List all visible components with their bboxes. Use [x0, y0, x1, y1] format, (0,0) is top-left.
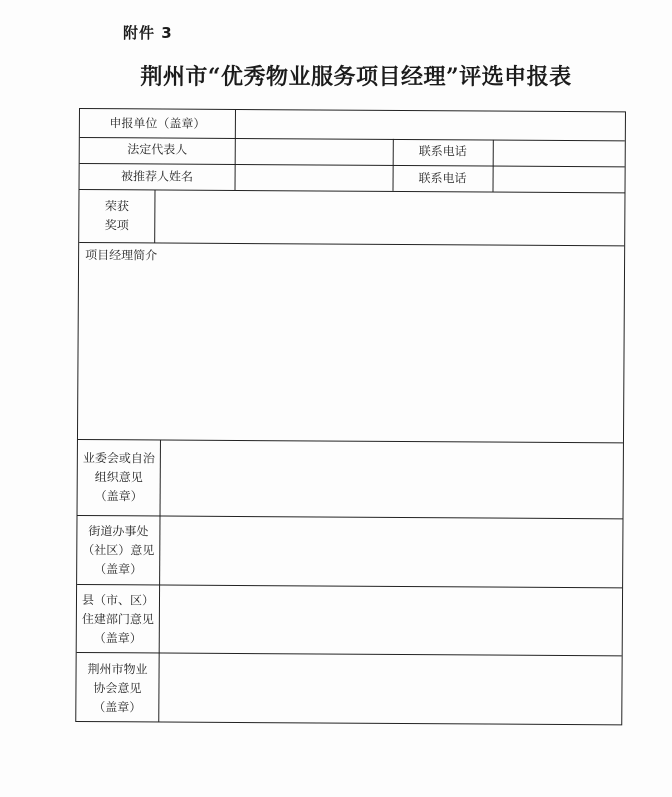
application-form-table — [75, 108, 626, 725]
contact-phone-label-1: 联系电话 — [418, 144, 467, 159]
manager-intro-label: 项目经理简介 — [85, 248, 158, 263]
manager-intro-field[interactable] — [78, 265, 624, 442]
nominee-name-label: 被推荐人姓名 — [121, 169, 194, 184]
association-opinion-label: 荆州市物业 协会意见 （盖章） — [87, 662, 148, 715]
contact-phone-field-2[interactable] — [493, 166, 624, 193]
nominee-name-field[interactable] — [236, 164, 393, 191]
county-housing-opinion-label: 县（市、区） 住建部门意见 （盖章） — [81, 593, 155, 646]
county-housing-opinion-field[interactable] — [160, 585, 622, 656]
form-title: 荆州市“优秀物业服务项目经理”评选申报表 — [140, 64, 572, 90]
applicant-unit-field[interactable] — [236, 110, 625, 140]
committee-opinion-field[interactable] — [161, 440, 623, 519]
street-office-opinion-label: 街道办事处 （社区）意见 （盖章） — [82, 524, 155, 577]
awards-field[interactable] — [155, 189, 624, 245]
contact-phone-field-1[interactable] — [494, 140, 625, 167]
attachment-label: 附件 3 — [123, 24, 173, 42]
legal-rep-field[interactable] — [236, 138, 393, 165]
applicant-unit-label: 申报单位（盖章） — [109, 116, 206, 131]
legal-rep-label: 法定代表人 — [127, 142, 188, 157]
association-opinion-field[interactable] — [159, 653, 621, 725]
awards-label: 荣获 奖项 — [104, 199, 129, 233]
street-office-opinion-field[interactable] — [160, 516, 622, 588]
committee-opinion-label: 业委会或自治 组织意见 （盖章） — [82, 451, 155, 504]
contact-phone-label-2: 联系电话 — [418, 171, 467, 186]
